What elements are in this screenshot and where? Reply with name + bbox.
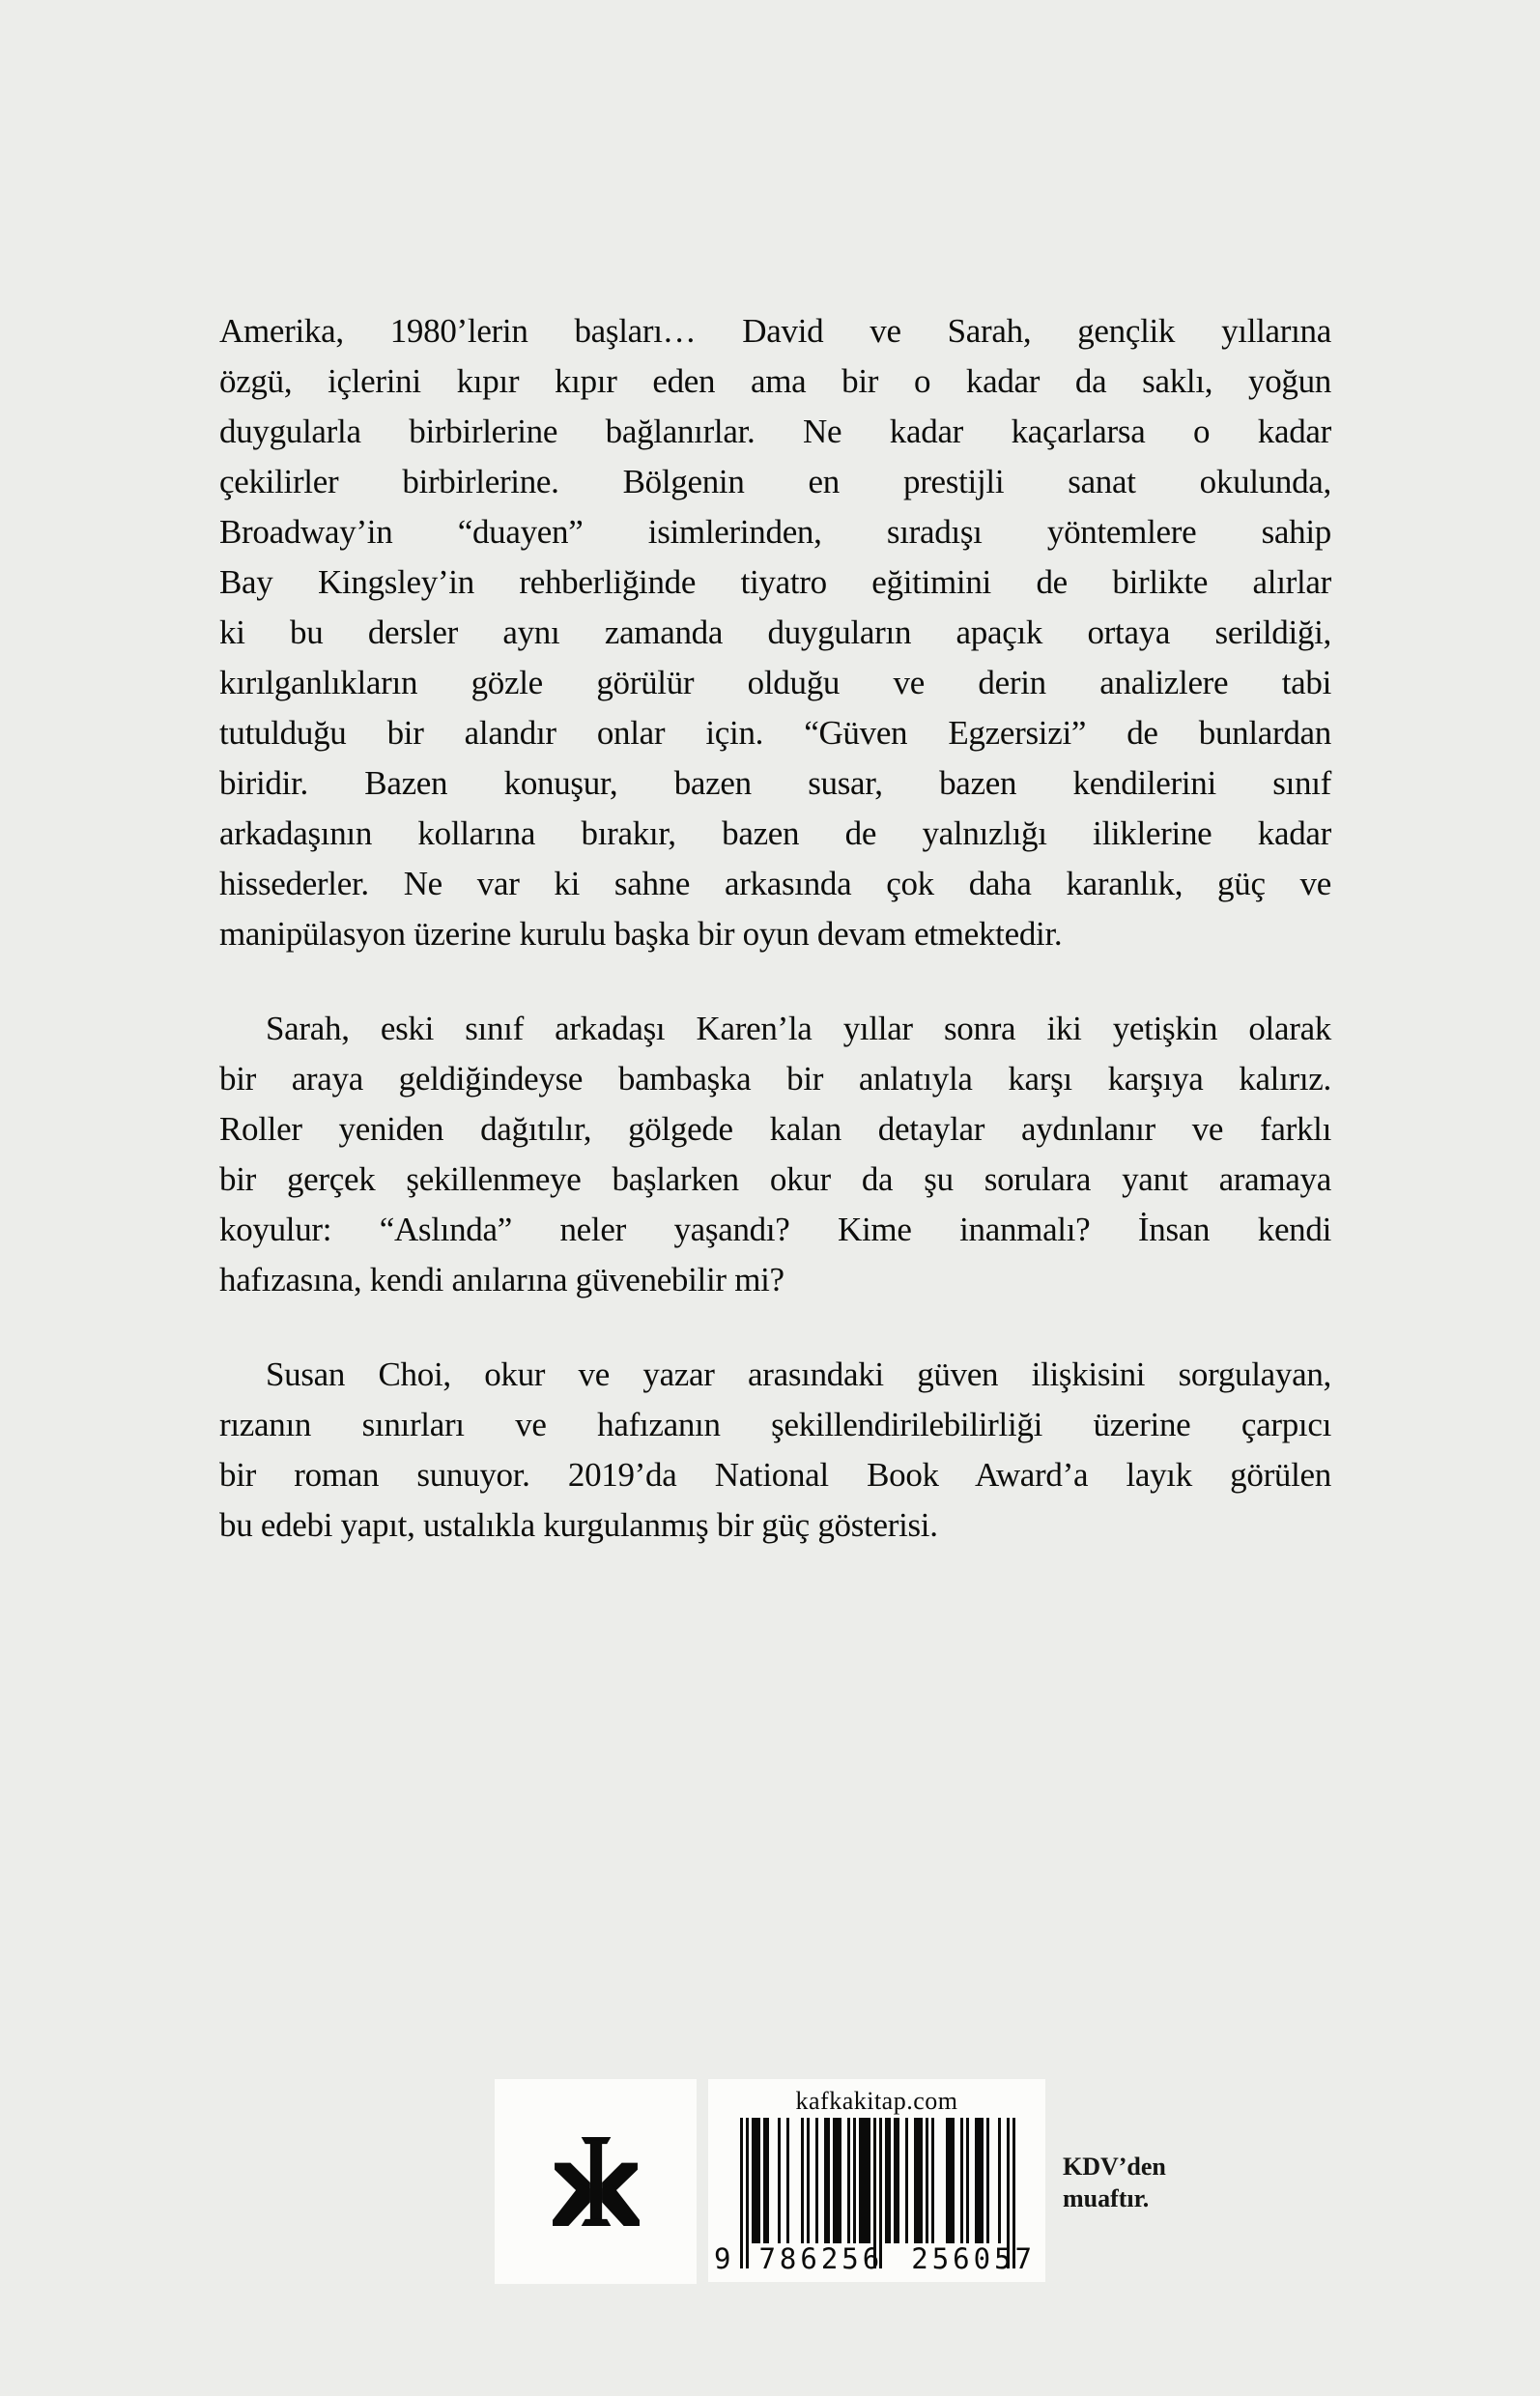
publisher-logo-box	[495, 2079, 697, 2284]
blurb-line: Bay Kingsley’in rehberliğinde tiyatro eğitimini de birlikte alırlar	[219, 563, 1331, 601]
back-cover-blurb	[219, 306, 1331, 1551]
blurb-line: biridir. Bazen konuşur, bazen susar, bazen kendilerini sınıf	[219, 764, 1331, 802]
blurb-line: rızanın sınırları ve hafızanın şekillendirilebilirliği üzerine çarpıcı	[219, 1406, 1331, 1443]
blurb-line: arkadaşının kollarına bırakır, bazen de yalnızlığı iliklerine kadar	[219, 814, 1331, 852]
blurb-paragraph-2	[219, 1004, 1331, 1305]
kafka-kitap-monogram-icon	[546, 2137, 646, 2226]
blurb-line: Roller yeniden dağıtılır, gölgede kalan detaylar aydınlanır ve farklı	[219, 1110, 1331, 1148]
blurb-line: bir roman sunuyor. 2019’da National Book Award’a layık görülen	[219, 1456, 1331, 1494]
blurb-line: özgü, içlerini kıpır kıpır eden ama bir o kadar da saklı, yoğun	[219, 362, 1331, 400]
blurb-line: manipülasyon üzerine kurulu başka bir oyun devam etmektedir.	[219, 915, 1063, 953]
blurb-line: Broadway’in “duayen” isimlerinden, sıradışı yöntemlere sahip	[219, 513, 1331, 551]
blurb-line: tutulduğu bir alandır onlar için. “Güven Egzersizi” de bunlardan	[219, 714, 1331, 752]
blurb-paragraph-3	[219, 1350, 1331, 1551]
isbn-group-1: 786256	[758, 2242, 884, 2275]
blurb-line: çekilirler birbirlerine. Bölgenin en prestijli sanat okulunda,	[219, 463, 1331, 500]
blurb-line: ki bu dersler aynı zamanda duyguların apaçık ortaya serildiği,	[219, 613, 1331, 651]
blurb-line: bir gerçek şekillenmeye başlarken okur da şu sorulara yanıt aramaya	[219, 1160, 1331, 1198]
blurb-line: hissederler. Ne var ki sahne arkasında çok daha karanlık, güç ve	[219, 865, 1331, 902]
blurb-line: bu edebi yapıt, ustalıkla kurgulanmış bir güç gösterisi.	[219, 1506, 938, 1544]
blurb-line: Susan Choi, okur ve yazar arasındaki güven ilişkisini sorgulayan,	[266, 1355, 1331, 1393]
blurb-line: koyulur: “Aslında” neler yaşandı? Kime inanmalı? İnsan kendi	[219, 1211, 1331, 1248]
isbn-prefix-digit: 9	[714, 2242, 731, 2275]
blurb-paragraph-1	[219, 306, 1331, 959]
tax-note-line: KDV’den	[1063, 2153, 1166, 2181]
tax-exempt-note	[1063, 2151, 1166, 2214]
blurb-line: Amerika, 1980’lerin başları… David ve Sarah, gençlik yıllarına	[219, 312, 1331, 350]
tax-note-line: muaftır.	[1063, 2184, 1150, 2212]
blurb-line: hafızasına, kendi anılarına güvenebilir mi?	[219, 1261, 784, 1298]
publisher-url: kafkakitap.com	[795, 2087, 958, 2115]
blurb-line: Sarah, eski sınıf arkadaşı Karen’la yıllar sonra iki yetişkin olarak	[266, 1010, 1331, 1047]
blurb-line: duygularla birbirlerine bağlanırlar. Ne kadar kaçarlarsa o kadar	[219, 413, 1331, 450]
blurb-line: kırılganlıkların gözle görülür olduğu ve derin analizlere tabi	[219, 664, 1331, 701]
blurb-line: bir araya geldiğindeyse bambaşka bir anlatıyla karşı karşıya kalırız.	[219, 1060, 1331, 1098]
isbn-digits	[714, 2243, 1036, 2274]
barcode-box	[708, 2079, 1045, 2282]
isbn-group-2: 256057	[911, 2242, 1036, 2275]
